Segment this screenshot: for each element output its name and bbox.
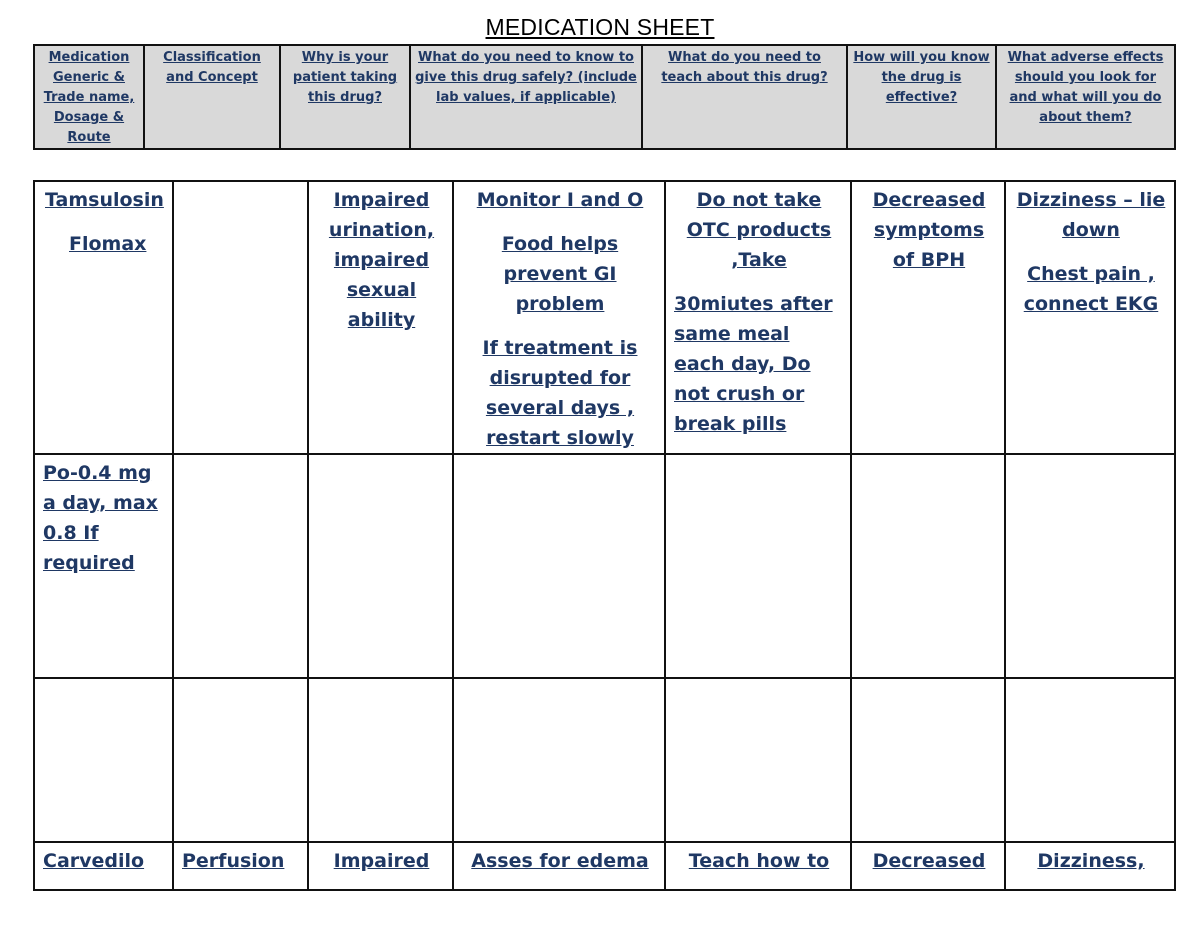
adverse-text: Dizziness,	[1037, 850, 1145, 872]
medication-cell	[34, 842, 173, 890]
page-title: MEDICATION SHEET	[485, 14, 715, 40]
why-text: Impaired	[333, 850, 430, 872]
safety-text: Asses for edema	[471, 850, 649, 872]
why-text: Impaired urination, impaired sexual ability	[328, 189, 435, 331]
header-row	[34, 45, 1175, 149]
effective-text: Decreased	[872, 850, 986, 872]
safety-cell	[453, 842, 665, 890]
why-cell	[308, 181, 453, 454]
effective-cell	[851, 181, 1005, 454]
table-row	[34, 678, 1175, 842]
header-effective: How will you know the drug is effective?	[847, 45, 996, 149]
empty-cell	[851, 678, 1005, 842]
adverse-text-2: Chest pain , connect EKG	[1023, 263, 1159, 315]
adverse-cell	[1005, 842, 1175, 890]
medication-cell	[34, 181, 173, 454]
teach-cell	[665, 181, 851, 454]
adverse-text-1: Dizziness – lie down	[1016, 189, 1166, 241]
generic-name: Tamsulosin	[45, 189, 164, 211]
safety-text-1: Monitor I and O	[476, 189, 644, 211]
empty-cell	[665, 454, 851, 678]
trade-name: Flomax	[69, 233, 147, 255]
teach-cell	[665, 842, 851, 890]
header-medication: Medication Generic & Trade name, Dosage & Route	[34, 45, 144, 149]
dosage-route-text: Po-0.4 mg a day, max 0.8 If required	[43, 462, 158, 574]
table-row	[34, 842, 1175, 890]
header-table	[33, 44, 1176, 150]
empty-cell	[173, 678, 308, 842]
table-row	[34, 454, 1175, 678]
generic-name: Carvedilo	[43, 850, 145, 872]
empty-cell	[173, 454, 308, 678]
header-adverse: What adverse effects should you look for and what will you do about them?	[996, 45, 1175, 149]
empty-cell	[665, 678, 851, 842]
empty-cell	[308, 454, 453, 678]
classification-cell	[173, 842, 308, 890]
teach-text-2: 30miutes after same meal each day, Do not crush or break pills	[674, 293, 833, 435]
safety-cell	[453, 181, 665, 454]
empty-cell	[1005, 454, 1175, 678]
medication-table	[33, 180, 1176, 891]
empty-cell	[453, 454, 665, 678]
header-safety: What do you need to know to give this drug safely? (include lab values, if applicable)	[410, 45, 642, 149]
header-teach: What do you need to teach about this drug?	[642, 45, 847, 149]
header-why: Why is your patient taking this drug?	[280, 45, 410, 149]
empty-cell	[34, 678, 173, 842]
safety-text-3: If treatment is disrupted for several days , restart slowly	[482, 337, 638, 449]
safety-text-2: Food helps prevent GI problem	[501, 233, 619, 315]
dosage-cell	[34, 454, 173, 678]
empty-cell	[308, 678, 453, 842]
header-classification: Classification and Concept	[144, 45, 280, 149]
classification-cell	[173, 181, 308, 454]
classification-text: Perfusion	[182, 850, 285, 872]
effective-text: Decreased symptoms of BPH	[872, 189, 986, 271]
empty-cell	[453, 678, 665, 842]
teach-text-1: Do not take OTC products ,Take	[686, 189, 832, 271]
teach-text: Teach how to	[688, 850, 830, 872]
empty-cell	[851, 454, 1005, 678]
table-row	[34, 181, 1175, 454]
effective-cell	[851, 842, 1005, 890]
empty-cell	[1005, 678, 1175, 842]
why-cell	[308, 842, 453, 890]
adverse-cell	[1005, 181, 1175, 454]
